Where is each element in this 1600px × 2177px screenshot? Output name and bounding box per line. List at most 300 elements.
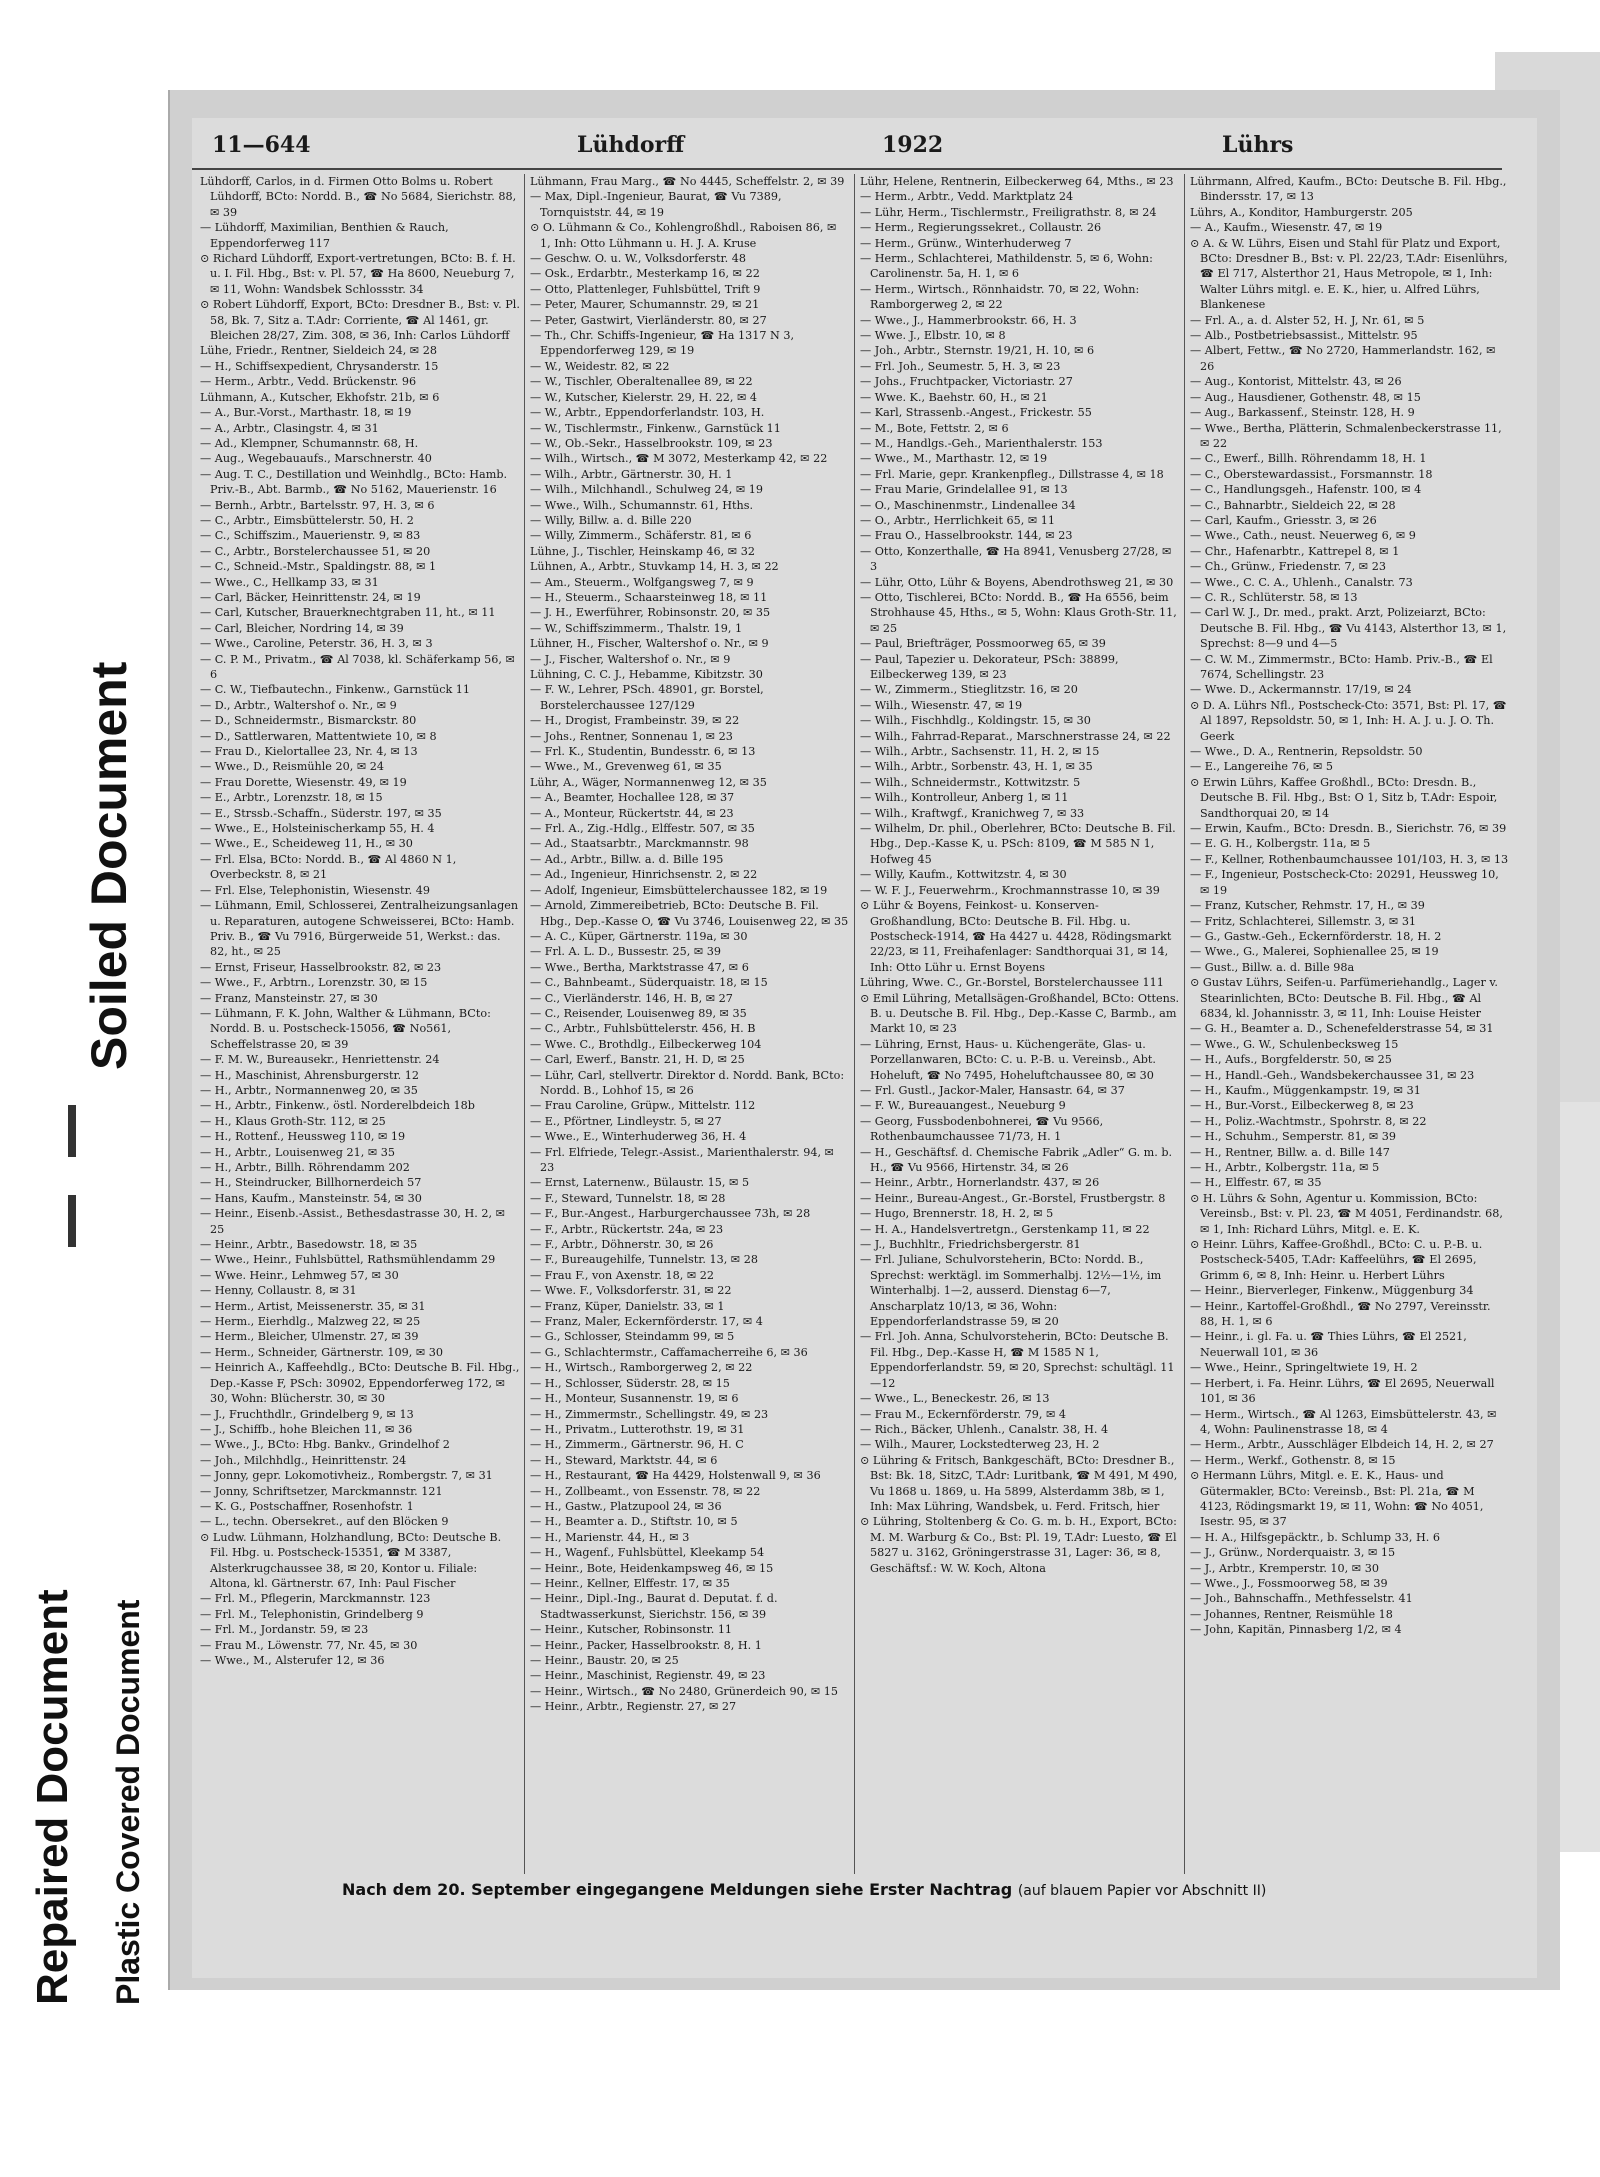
- directory-entry: — Joh., Milchhdlg., Heinrittenstr. 24: [200, 1453, 407, 1467]
- directory-entry: — Heinr., Eisenb.-Assist., Bethesdastrasse 30, H. 2, ✉ 25: [200, 1207, 506, 1236]
- directory-entry: — H., Zollbeamt., von Essenstr. 78, ✉ 22: [530, 1484, 761, 1498]
- directory-entry: — D., Arbtr., Waltershof o. Nr., ✉ 9: [200, 698, 397, 712]
- directory-entry: — Willy, Billw. a. d. Bille 220: [530, 513, 692, 527]
- directory-entry: — Geschw. O. u. W., Volksdorferstr. 48: [530, 252, 746, 266]
- directory-entry: — Wwe., M., Alsterufer 12, ✉ 36: [200, 1654, 385, 1667]
- directory-entry: ⊙ Emil Lühring, Metallsägen-Großhandel, BCto: Ottens. B. u. Deutsche B. Fil. Hbg., Dep.-Kasse C, Barmb., am Markt 10, ✉ 23: [860, 991, 1180, 1036]
- directory-entry: ⊙ D. A. Lührs Nfl., Postscheck-Cto: 3571, Bst: Pl. 17, ☎ Al 1897, Repsoldstr. 50, ✉ 1, Inh: H. A. J. u. J. O. Th. Geerk: [1190, 698, 1507, 743]
- directory-entry: — Peter, Maurer, Schumannstr. 29, ✉ 21: [530, 298, 760, 312]
- directory-entry: — Wilh., Wiesenstr. 47, ✉ 19: [860, 698, 1023, 712]
- directory-entry: — Wwe., J., Hammerbrookstr. 66, H. 3: [860, 313, 1077, 327]
- directory-entry: — Wwe., Heinr., Springeltwiete 19, H. 2: [1190, 1361, 1418, 1375]
- header-first-name: Lühdorff: [577, 132, 685, 158]
- directory-entry: Lühe, Friedr., Rentner, Sieldeich 24, ✉ 28: [200, 344, 437, 358]
- directory-entry: — Frl. A., a. d. Alster 52, H. J, Nr. 61, ✉ 5: [1190, 313, 1425, 327]
- directory-entry: — Wwe., C., Hellkamp 33, ✉ 31: [200, 575, 379, 589]
- directory-entry: — J., Schiffb., hohe Bleichen 11, ✉ 36: [200, 1422, 413, 1436]
- directory-entry: — M., Bote, Fettstr. 2, ✉ 6: [860, 421, 1009, 435]
- column-divider: [1184, 174, 1185, 1874]
- directory-entry: — C., Arbtr., Fuhlsbüttelerstr. 456, H. B: [530, 1022, 756, 1036]
- directory-entry: — Lühr, Carl, stellvertr. Direktor d. Nordd. Bank, BCto: Nordd. B., Lohhof 15, ✉ 26: [530, 1068, 845, 1097]
- directory-entry: — H., Steuerm., Schaarsteinweg 18, ✉ 11: [530, 590, 768, 604]
- directory-entry: — Wilh., Arbtr., Gärtnerstr. 30, H. 1: [530, 467, 733, 481]
- directory-entry: — Max, Dipl.-Ingenieur, Baurat, ☎ Vu 7389, Tornquiststr. 44, ✉ 19: [530, 190, 782, 219]
- directory-entry: — Franz, Maler, Eckernförderstr. 17, ✉ 4: [530, 1315, 763, 1329]
- directory-entry: — Lühdorff, Maximilian, Benthien & Rauch, Eppendorferweg 117: [200, 221, 449, 250]
- directory-entry: — Frau F., von Axenstr. 18, ✉ 22: [530, 1268, 714, 1282]
- directory-entry: — C., Arbtr., Eimsbüttelerstr. 50, H. 2: [200, 513, 414, 527]
- directory-entry: — Frl. Joh., Seumestr. 5, H. 3, ✉ 23: [860, 359, 1061, 373]
- directory-entry: — Wwe., Cath., neust. Neuerweg 6, ✉ 9: [1190, 529, 1416, 543]
- directory-entry: — Georg, Fussbodenbohnerei, ☎ Vu 9566, Rothenbaumchaussee 71/73, H. 1: [860, 1114, 1104, 1144]
- directory-entry: — H. A., Handelsvertretgn., Gerstenkamp 11, ✉ 22: [860, 1222, 1150, 1236]
- directory-entry: — Frl. A., Zig.-Hdlg., Elffestr. 507, ✉ 35: [530, 822, 755, 836]
- directory-entry: — Osk., Erdarbtr., Mesterkamp 16, ✉ 22: [530, 267, 760, 281]
- directory-entry: — J. H., Ewerführer, Robinsonstr. 20, ✉ 35: [530, 606, 771, 620]
- directory-entry: — Heinr., Wirtsch., ☎ No 2480, Grünerdeich 90, ✉ 15: [530, 1684, 839, 1698]
- directory-entry: Lühner, H., Fischer, Waltershof o. Nr., ✉ 9: [530, 637, 769, 651]
- directory-entry: ⊙ Lühring, Stoltenberg & Co. G. m. b. H., Export, BCto: M. M. Warburg & Co., Bst: Pl. 19, T.Adr: Luesto, ☎ El 5827 u. 3162, Gröningerstrasse 31, Lager: 36, ✉ 8, Geschäftsf.: W. W. Koch, Altona: [860, 1515, 1177, 1575]
- directory-entry: Lührs, A., Konditor, Hamburgerstr. 205: [1190, 205, 1413, 219]
- directory-entry: — Ad., Klempner, Schumannstr. 68, H.: [200, 436, 419, 450]
- column-4: [1190, 174, 1510, 1874]
- directory-entry: — H., Arbtr., Kolbergstr. 11a, ✉ 5: [1190, 1161, 1380, 1174]
- directory-entry: — Heinr., Maschinist, Regienstr. 49, ✉ 23: [530, 1669, 766, 1683]
- directory-entry: — Franz, Kutscher, Rehmstr. 17, H., ✉ 39: [1190, 899, 1425, 913]
- directory-entry: — Ad., Staatsarbtr., Marckmannstr. 98: [530, 837, 749, 851]
- directory-entry: — Wilh., Maurer, Lockstedterweg 23, H. 2: [860, 1438, 1100, 1452]
- directory-entry: — H., Schlosser, Süderstr. 28, ✉ 15: [530, 1376, 730, 1390]
- directory-entry: — A., Bur.-Vorst., Marthastr. 18, ✉ 19: [200, 406, 412, 420]
- header-year: 1922: [882, 132, 944, 158]
- column-2: [530, 174, 850, 1874]
- directory-entry: — F., Arbtr., Rückertstr. 24a, ✉ 23: [530, 1222, 724, 1236]
- directory-entry: Lühmann, A., Kutscher, Ekhofstr. 21b, ✉ 6: [200, 390, 440, 404]
- directory-entry: — Lühring, Ernst, Haus- u. Küchengeräte, Glas- u. Porzellanwaren, BCto: C. u. P.-B. u. Vereinsb., Abt. Hoheluft, ☎ No 7495, Hoheluftchaussee 80, ✉ 30: [860, 1037, 1156, 1082]
- directory-entry: — Wwe., M., Grevenweg 61, ✉ 35: [530, 760, 722, 774]
- directory-entry: — C., Reisender, Louisenweg 89, ✉ 35: [530, 1006, 747, 1020]
- footer-aside: (auf blauem Papier vor Abschnitt II): [1017, 1883, 1267, 1899]
- directory-entry: — Carl, Ewerf., Banstr. 21, H. D, ✉ 25: [530, 1053, 745, 1067]
- directory-entry: — Franz, Küper, Danielstr. 33, ✉ 1: [530, 1299, 725, 1313]
- directory-entry: — Aug., Hausdiener, Gothenstr. 48, ✉ 15: [1190, 390, 1421, 404]
- directory-entry: — W., Zimmerm., Stieglitzstr. 16, ✉ 20: [860, 683, 1078, 697]
- directory-entry: — Rich., Bäcker, Uhlenh., Canalstr. 38, H. 4: [860, 1422, 1109, 1436]
- directory-entry: — Heinr., Arbtr., Regienstr. 27, ✉ 27: [530, 1700, 737, 1714]
- directory-entry: — H., Steward, Marktstr. 44, ✉ 6: [530, 1453, 718, 1467]
- directory-entry: — H., Steindrucker, Billhornerdeich 57: [200, 1176, 422, 1190]
- directory-entry: ⊙ Robert Lühdorff, Export, BCto: Dresdner B., Bst: v. Pl. 58, Bk. 7, Sitz a. T.Adr: Corriente, ☎ Al 1461, gr. Bleichen 28/27, Zim. 308, ✉ 36, Inh: Carlos Lühdorff: [200, 298, 520, 343]
- directory-entry: Lühning, C. C. J., Hebamme, Kibitzstr. 30: [530, 668, 763, 681]
- directory-entry: — H., Gastw., Platzupool 24, ✉ 36: [530, 1499, 722, 1513]
- directory-entry: ⊙ Heinr. Lührs, Kaffee-Großhdl., BCto: C. u. P.-B. u. Postscheck-5405, T.Adr: Kaffeelührs, ☎ El 2695, Grimm 6, ✉ 8, Inh: Heinr. u. Herbert Lührs: [1190, 1238, 1483, 1282]
- directory-entry: — H., Arbtr., Normannenweg 20, ✉ 35: [200, 1083, 418, 1097]
- directory-entry: — W., Kutscher, Kielerstr. 29, H. 22, ✉ 4: [530, 390, 758, 404]
- page-number: 11—644: [212, 132, 311, 158]
- directory-entry: Lührmann, Alfred, Kaufm., BCto: Deutsche B. Fil. Hbg., Bindersstr. 17, ✉ 13: [1190, 175, 1507, 204]
- directory-entry: — H., Elffestr. 67, ✉ 35: [1190, 1176, 1322, 1190]
- directory-entry: — C. W. M., Zimmermstr., BCto: Hamb. Priv.-B., ☎ El 7674, Schellingstr. 23: [1190, 652, 1493, 681]
- directory-entry: Lühr, A., Wäger, Normannenweg 12, ✉ 35: [530, 775, 767, 789]
- directory-entry: — G., Schlosser, Steindamm 99, ✉ 5: [530, 1330, 735, 1344]
- directory-entry: — Peter, Gastwirt, Vierländerstr. 80, ✉ 27: [530, 313, 767, 327]
- directory-entry: — H., Rottenf., Heussweg 110, ✉ 19: [200, 1130, 406, 1144]
- directory-entry: — Wilh., Milchhandl., Schulweg 24, ✉ 19: [530, 483, 763, 497]
- directory-entry: — Wwe., E., Winterhuderweg 36, H. 4: [530, 1130, 747, 1144]
- directory-entry: — W., Arbtr., Eppendorferlandstr. 103, H.: [530, 406, 765, 420]
- directory-entry: — J., Fruchthdlr., Grindelberg 9, ✉ 13: [200, 1407, 414, 1421]
- directory-entry: — Johannes, Rentner, Reismühle 18: [1190, 1607, 1393, 1621]
- directory-entry: — H., Rentner, Billw. a. d. Bille 147: [1190, 1145, 1390, 1159]
- column-divider: [524, 174, 525, 1874]
- directory-entry: — C., Bahnarbtr., Sieldeich 22, ✉ 28: [1190, 498, 1396, 512]
- directory-entry: — Frl. Gustl., Jackor-Maler, Hansastr. 64, ✉ 37: [860, 1083, 1125, 1097]
- directory-entry: — Herm., Wirtsch., Rönnhaidstr. 70, ✉ 22, Wohn: Ramborgerweg 2, ✉ 22: [860, 282, 1140, 312]
- directory-entry: — C., Schiffszim., Mauerienstr. 9, ✉ 83: [200, 529, 421, 543]
- directory-entry: — Th., Chr. Schiffs-Ingenieur, ☎ Ha 1317 N 3, Eppendorferweg 129, ✉ 19: [530, 329, 795, 358]
- directory-entry: — Wilh., Kontrolleur, Anberg 1, ✉ 11: [860, 791, 1069, 805]
- directory-entry: — Wwe., F., Arbtrn., Lorenzstr. 30, ✉ 15: [200, 976, 428, 990]
- directory-entry: — H., Maschinist, Ahrensburgerstr. 12: [200, 1068, 419, 1082]
- header-last-name: Lührs: [1222, 132, 1294, 158]
- directory-entry: — Herm., Grünw., Winterhuderweg 7: [860, 236, 1072, 250]
- directory-entry: — Heinr., Kellner, Elffestr. 17, ✉ 35: [530, 1576, 730, 1590]
- directory-entry: — C., Oberstewardassist., Forsmannstr. 18: [1190, 467, 1433, 481]
- directory-entry: — H., Zimmermstr., Schellingstr. 49, ✉ 23: [530, 1407, 769, 1421]
- directory-entry: Lühring, Wwe. C., Gr.-Borstel, Borstelerchaussee 111: [860, 976, 1164, 990]
- directory-entry: — Heinr., Bote, Heidenkampsweg 46, ✉ 15: [530, 1561, 774, 1575]
- directory-entry: — Wilh., Fischhdlg., Koldingstr. 15, ✉ 30: [860, 714, 1091, 728]
- directory-entry: — Ad., Ingenieur, Hinrichsenstr. 2, ✉ 22: [530, 868, 758, 882]
- directory-entry: — Carl, Bleicher, Nordring 14, ✉ 39: [200, 621, 404, 635]
- directory-entry: — Wwe., D. A., Rentnerin, Repsoldstr. 50: [1190, 745, 1423, 759]
- directory-entry: — Frl. M., Jordanstr. 59, ✉ 23: [200, 1623, 369, 1637]
- directory-entry: — Frl. Elfriede, Telegr.-Assist., Marienthalerstr. 94, ✉ 23: [530, 1145, 834, 1174]
- directory-entry: — Frl. Else, Telephonistin, Wiesenstr. 49: [200, 883, 430, 897]
- directory-entry: — H., Poliz.-Wachtmstr., Spohrstr. 8, ✉ 22: [1190, 1114, 1427, 1128]
- directory-entry: — Chr., Hafenarbtr., Kattrepel 8, ✉ 1: [1190, 544, 1400, 558]
- directory-entry: — Aug., Kontorist, Mittelstr. 43, ✉ 26: [1190, 375, 1402, 389]
- directory-entry: — Wwe., G., Malerei, Sophienallee 25, ✉ 19: [1190, 945, 1439, 959]
- directory-entry: — F., Bur.-Angest., Harburgerchaussee 73h, ✉ 28: [530, 1207, 811, 1221]
- directory-entry: — Gust., Billw. a. d. Bille 98a: [1190, 960, 1355, 974]
- directory-entry: — Wwe., Bertha, Plätterin, Schmalenbeckerstrasse 11, ✉ 22: [1190, 421, 1502, 450]
- directory-entry: — E. G. H., Kolbergstr. 11a, ✉ 5: [1190, 837, 1371, 851]
- directory-entry: — Herm., Eierhdlg., Malzweg 22, ✉ 25: [200, 1315, 421, 1329]
- directory-entry: — F. W., Lehrer, PSch. 48901, gr. Borstel, Borstelerchaussee 127/129: [530, 683, 764, 712]
- directory-entry: — O., Arbtr., Herrlichkeit 65, ✉ 11: [860, 513, 1056, 527]
- directory-entry: — Wwe. D., Ackermannstr. 17/19, ✉ 24: [1190, 683, 1412, 697]
- directory-entry: ⊙ Lühr & Boyens, Feinkost- u. Konserven-Großhandlung, BCto: Deutsche B. Fil. Hbg. u. Postscheck-1914, ☎ Ha 4427 u. 4428, Rödingsmarkt 22/23, ✉ 11, Freihafenlager: Sandthorquai 31, ✉ 14, Inh: Otto Lühr u. Ernst Boyens: [860, 899, 1172, 974]
- directory-entry: — Jonny, gepr. Lokomotivheiz., Rombergstr. 7, ✉ 31: [200, 1469, 493, 1483]
- directory-entry: — C., Vierländerstr. 146, H. B, ✉ 27: [530, 991, 733, 1005]
- directory-entry: — Herm., Arbtr., Vedd. Marktplatz 24: [860, 190, 1074, 204]
- directory-entry: — Frl. A. L. D., Bussestr. 25, ✉ 39: [530, 945, 722, 959]
- soiled-document-label: Soiled Document: [81, 661, 137, 1070]
- directory-entry: — Herm., Artist, Meissenerstr. 35, ✉ 31: [200, 1299, 426, 1313]
- directory-entry: — Willy, Kaufm., Kottwitzstr. 4, ✉ 30: [860, 868, 1067, 882]
- plastic-covered-label: Plastic Covered Document: [110, 1599, 146, 2005]
- directory-entry: — F. W., Bureauangest., Neueburg 9: [860, 1099, 1066, 1113]
- directory-entry: — Heinr., Arbtr., Basedowstr. 18, ✉ 35: [200, 1238, 418, 1252]
- directory-entry: — Heinr., Dipl.-Ing., Baurat d. Deputat. f. d. Stadtwasserkunst, Sierichstr. 156, ✉ 39: [530, 1592, 778, 1621]
- directory-entry: — Willy, Zimmerm., Schäferstr. 81, ✉ 6: [530, 529, 752, 543]
- directory-entry: — H., Monteur, Susannenstr. 19, ✉ 6: [530, 1392, 739, 1406]
- directory-entry: — Heinr., i. gl. Fa. u. ☎ Thies Lührs, ☎ El 2521, Neuerwall 101, ✉ 36: [1190, 1330, 1467, 1359]
- directory-entry: — Herbert, i. Fa. Heinr. Lührs, ☎ El 2695, Neuerwall 101, ✉ 36: [1190, 1376, 1495, 1406]
- directory-entry: — F., Bureaugehilfe, Tunnelstr. 13, ✉ 28: [530, 1253, 758, 1267]
- directory-entry: — Otto, Plattenleger, Fuhlsbüttel, Trift 9: [530, 282, 761, 296]
- page-header: [192, 118, 1537, 168]
- directory-entry: — Wilh., Wirtsch., ☎ M 3072, Mesterkamp 42, ✉ 22: [530, 452, 828, 466]
- directory-entry: — Ernst, Laternenw., Bülaustr. 15, ✉ 5: [530, 1176, 750, 1190]
- directory-entry: — W. F. J., Feuerwehrm., Krochmannstrasse 10, ✉ 39: [860, 883, 1160, 897]
- directory-entry: — Heinrich A., Kaffeehdlg., BCto: Deutsche B. Fil. Hbg., Dep.-Kasse F, PSch: 30902, Eppendorferweg 172, ✉ 30, Wohn: Blücherstr. 30, ✉ 30: [200, 1361, 520, 1406]
- margin-marker: [68, 1195, 76, 1247]
- directory-entry: — H., Marienstr. 44, H., ✉ 3: [530, 1530, 690, 1544]
- directory-entry: — C., Schneid.-Mstr., Spaldingstr. 88, ✉ 1: [200, 560, 437, 574]
- directory-entry: — H., Bur.-Vorst., Eilbeckerweg 8, ✉ 23: [1190, 1099, 1414, 1113]
- directory-entry: — Wilh., Arbtr., Sorbenstr. 43, H. 1, ✉ 35: [860, 760, 1093, 774]
- column-divider: [854, 174, 855, 1874]
- directory-columns: [192, 174, 1509, 1874]
- directory-entry: — G., Gastw.-Geh., Eckernförderstr. 18, H. 2: [1190, 929, 1442, 943]
- directory-entry: — H., Klaus Groth-Str. 112, ✉ 25: [200, 1114, 386, 1128]
- directory-entry: — Johs., Rentner, Sonnenau 1, ✉ 23: [530, 729, 733, 743]
- footer-main: Nach dem 20. September eingegangene Meldungen siehe Erster Nachtrag: [342, 1880, 1013, 1899]
- column-3: [860, 174, 1180, 1874]
- directory-entry: — Wwe., Wilh., Schumannstr. 61, Hths.: [530, 498, 754, 512]
- directory-page: [192, 118, 1537, 1978]
- directory-entry: — Frl. K., Studentin, Bundesstr. 6, ✉ 13: [530, 745, 756, 759]
- directory-entry: ⊙ Ludw. Lühmann, Holzhandlung, BCto: Deutsche B. Fil. Hbg. u. Postscheck-15351, ☎ M 3387, Alsterkrugchaussee 38, ✉ 20, Kontor u. Filiale: Altona, kl. Gärtnerstr. 67, Inh: Paul Fischer: [200, 1530, 502, 1590]
- directory-entry: — Paul, Briefträger, Possmoorweg 65, ✉ 39: [860, 637, 1106, 651]
- directory-entry: — Frl. Elsa, BCto: Nordd. B., ☎ Al 4860 N 1, Overbeckstr. 8, ✉ 21: [200, 852, 457, 882]
- directory-entry: — H., Arbtr., Finkenw., östl. Norderelbdeich 18b: [200, 1099, 475, 1113]
- directory-entry: — C., Arbtr., Borstelerchaussee 51, ✉ 20: [200, 544, 431, 558]
- directory-entry: — H., Drogist, Frambeinstr. 39, ✉ 22: [530, 714, 740, 728]
- directory-entry: — F., Steward, Tunnelstr. 18, ✉ 28: [530, 1191, 726, 1205]
- directory-entry: — Franz, Mansteinstr. 27, ✉ 30: [200, 991, 378, 1005]
- directory-entry: — Frl. M., Telephonistin, Grindelberg 9: [200, 1607, 424, 1621]
- directory-entry: — Wwe., D., Reismühle 20, ✉ 24: [200, 760, 384, 774]
- directory-entry: — Paul, Tapezier u. Dekorateur, PSch: 38899, Eilbeckerweg 139, ✉ 23: [860, 652, 1119, 681]
- directory-entry: — Aug. T. C., Destillation und Weinhdlg., BCto: Hamb. Priv.-B., Abt. Barmb., ☎ No 5162, Mauerienstr. 16: [200, 467, 508, 497]
- directory-entry: — Wwe. J., Elbstr. 10, ✉ 8: [860, 329, 1006, 343]
- directory-entry: — Wwe., C. C. A., Uhlenh., Canalstr. 73: [1190, 575, 1413, 589]
- directory-entry: — Frau O., Hasselbrookstr. 144, ✉ 23: [860, 529, 1073, 543]
- directory-entry: — H., Arbtr., Billh. Röhrendamm 202: [200, 1161, 410, 1174]
- directory-entry: — E., Arbtr., Lorenzstr. 18, ✉ 15: [200, 791, 383, 805]
- directory-entry: — Otto, Konzerthalle, ☎ Ha 8941, Venusberg 27/28, ✉ 3: [860, 544, 1172, 574]
- directory-entry: Lühr, Helene, Rentnerin, Eilbeckerweg 64, Mths., ✉ 23: [860, 175, 1174, 188]
- directory-entry: — Frl. Joh. Anna, Schulvorsteherin, BCto: Deutsche B. Fil. Hbg., Dep.-Kasse H, ☎ M 1585 N 1, Eppendorferlandstr. 59, ✉ 20, Sprechst: schultägl. 11—12: [860, 1330, 1175, 1390]
- directory-entry: — Frl. M., Pflegerin, Marckmannstr. 123: [200, 1592, 431, 1606]
- directory-entry: — H., Schiffsexpedient, Chrysanderstr. 15: [200, 359, 439, 373]
- directory-entry: — D., Schneidermstr., Bismarckstr. 80: [200, 714, 417, 728]
- directory-entry: — H., Kaufm., Müggenkampstr. 19, ✉ 31: [1190, 1083, 1421, 1097]
- column-1: [200, 174, 520, 1874]
- directory-entry: — Carl W. J., Dr. med., prakt. Arzt, Polizeiarzt, BCto: Deutsche B. Fil. Hbg., ☎ Vu 4143, Alsterthor 13, ✉ 1, Sprechst: 8—9 und 4—5: [1190, 606, 1507, 651]
- directory-entry: — Wwe., G. W., Schulenbecksweg 15: [1190, 1037, 1399, 1051]
- directory-entry: — O., Maschinenmstr., Lindenallee 34: [860, 498, 1076, 512]
- directory-entry: — Wwe. F., Volksdorferstr. 31, ✉ 22: [530, 1284, 732, 1298]
- directory-entry: — Wwe., Bertha, Marktstrasse 47, ✉ 6: [530, 960, 749, 974]
- directory-entry: — Heinr., Arbtr., Hornerlandstr. 437, ✉ 26: [860, 1176, 1100, 1190]
- directory-entry: — Ad., Arbtr., Billw. a. d. Bille 195: [530, 852, 724, 866]
- directory-entry: — Carl, Kaufm., Griesstr. 3, ✉ 26: [1190, 513, 1377, 527]
- directory-entry: — Wwe., E., Holsteinischerkamp 55, H. 4: [200, 822, 435, 836]
- directory-entry: ⊙ Erwin Lührs, Kaffee Großhdl., BCto: Dresdn. B., Deutsche B. Fil. Hbg., Bst: O 1, Sitz b, T.Adr: Espoir, Sandthorquai 20, ✉ 14: [1190, 775, 1498, 820]
- directory-entry: — Jonny, Schriftsetzer, Marckmannstr. 121: [200, 1484, 443, 1498]
- directory-entry: ⊙ A. & W. Lührs, Eisen und Stahl für Platz und Export, BCto: Dresdner B., Bst: v. Pl. 22/23, T.Adr: Eisenlührs, ☎ El 717, Alsterthor 21, Haus Metropole, ✉ 1, Inh: Walter Lührs mitgl. e. E. K., hier, u. Alfred Lührs, Blankenese: [1190, 236, 1508, 312]
- directory-entry: — Wwe. C., Brothdlg., Eilbeckerweg 104: [530, 1037, 762, 1051]
- directory-entry: — H. A., Hilfsgepäcktr., b. Schlump 33, H. 6: [1190, 1530, 1440, 1544]
- directory-entry: — Lühmann, Emil, Schlosserei, Zentralheizungsanlagen u. Reparaturen, autogene Schweisserei, BCto: Hamb. Priv. B., ☎ Vu 7916, Bürgerweide 51, Werkst.: das. 82, ht., ✉ 25: [200, 899, 519, 959]
- directory-entry: — H., Zimmerm., Gärtnerstr. 96, H. C: [530, 1438, 744, 1452]
- directory-entry: — Lühmann, F. K. John, Walther & Lühmann, BCto: Nordd. B. u. Postscheck-15056, ☎ No561, Scheffelstrasse 20, ✉ 39: [200, 1006, 491, 1051]
- directory-entry: — Heinr., Bierverleger, Finkenw., Müggenburg 34: [1190, 1284, 1474, 1298]
- directory-entry: — Wwe., Heinr., Fuhlsbüttel, Rathsmühlendamm 29: [200, 1253, 496, 1267]
- directory-entry: — Wilhelm, Dr. phil., Oberlehrer, BCto: Deutsche B. Fil. Hbg., Dep.-Kasse K, u. PSch: 8109, ☎ M 585 N 1, Hofweg 45: [860, 822, 1176, 866]
- directory-entry: ⊙ Richard Lühdorff, Export-vertretungen, BCto: B. f. H. u. I. Fil. Hbg., Bst: v. Pl. 57, ☎ Ha 8600, Neueburg 7, ✉ 11, Wohn: Wandsbek Schlossstr. 34: [200, 252, 516, 296]
- directory-entry: — Wilh., Schneidermstr., Kottwitzstr. 5: [860, 775, 1081, 789]
- directory-entry: — Heinr., Bureau-Angest., Gr.-Borstel, Frustbergstr. 8: [860, 1191, 1166, 1205]
- directory-entry: — F. M. W., Bureausekr., Henriettenstr. 24: [200, 1053, 440, 1067]
- directory-entry: — A., Monteur, Rückertstr. 44, ✉ 23: [530, 806, 734, 820]
- directory-entry: — H., Handl.-Geh., Wandsbekerchaussee 31, ✉ 23: [1190, 1068, 1475, 1082]
- directory-entry: ⊙ Gustav Lührs, Seifen-u. Parfümeriehandlg., Lager v. Stearinlichten, BCto: Deutsche B. Fil. Hbg., ☎ Al 6834, kl. Johannisstr. 3, ✉ 11, Inh: Louise Heister: [1190, 976, 1498, 1020]
- directory-entry: — C. W., Tiefbautechn., Finkenw., Garnstück 11: [200, 683, 471, 697]
- directory-entry: — Wwe., Caroline, Peterstr. 36, H. 3, ✉ 3: [200, 637, 433, 651]
- directory-entry: — J., Buchhltr., Friedrichsbergerstr. 81: [860, 1238, 1081, 1252]
- directory-entry: — Carl, Bäcker, Heinrittenstr. 24, ✉ 19: [200, 590, 421, 604]
- directory-entry: — Frau M., Eckernförderstr. 79, ✉ 4: [860, 1407, 1067, 1421]
- directory-entry: — Frau Marie, Grindelallee 91, ✉ 13: [860, 483, 1068, 497]
- directory-entry: — Wwe., E., Scheideweg 11, H., ✉ 30: [200, 837, 413, 851]
- directory-entry: — Fritz, Schlachterei, Sillemstr. 3, ✉ 31: [1190, 914, 1417, 928]
- header-rule: [192, 168, 1502, 170]
- directory-entry: Lühmann, Frau Marg., ☎ No 4445, Scheffelstr. 2, ✉ 39: [530, 175, 845, 188]
- directory-entry: — Wwe. K., Baehstr. 60, H., ✉ 21: [860, 390, 1048, 404]
- directory-entry: — Wilh., Kraftwgf., Kranichweg 7, ✉ 33: [860, 806, 1085, 820]
- directory-entry: — C., Handlungsgeh., Hafenstr. 100, ✉ 4: [1190, 483, 1422, 497]
- directory-entry: — Aug., Barkassenf., Steinstr. 128, H. 9: [1190, 406, 1415, 420]
- directory-entry: — Wwe. Heinr., Lehmweg 57, ✉ 30: [200, 1268, 399, 1282]
- directory-entry: — G. H., Beamter a. D., Schenefelderstrasse 54, ✉ 31: [1190, 1022, 1494, 1036]
- directory-entry: — F., Kellner, Rothenbaumchaussee 101/103, H. 3, ✉ 13: [1190, 852, 1509, 866]
- directory-entry: — H., Schuhm., Semperstr. 81, ✉ 39: [1190, 1130, 1396, 1144]
- directory-entry: Lühdorff, Carlos, in d. Firmen Otto Bolms u. Robert Lühdorff, BCto: Nordd. B., ☎ No 5684, Sierichstr. 88, ✉ 39: [200, 175, 517, 219]
- directory-entry: — E., Strssb.-Schaffn., Süderstr. 197, ✉ 35: [200, 806, 442, 820]
- directory-entry: — J., Fischer, Waltershof o. Nr., ✉ 9: [530, 652, 731, 666]
- directory-entry: — Lühr, Otto, Lühr & Boyens, Abendrothsweg 21, ✉ 30: [860, 575, 1174, 589]
- directory-entry: — Adolf, Ingenieur, Eimsbüttelerchaussee 182, ✉ 19: [530, 883, 828, 897]
- directory-entry: — Ch., Grünw., Friedenstr. 7, ✉ 23: [1190, 560, 1386, 574]
- directory-entry: — W., Tischler, Oberaltenallee 89, ✉ 22: [530, 375, 753, 389]
- directory-entry: — Erwin, Kaufm., BCto: Dresdn. B., Sierichstr. 76, ✉ 39: [1190, 822, 1507, 836]
- directory-entry: — Frl. Marie, gepr. Krankenpfleg., Dillstrasse 4, ✉ 18: [860, 467, 1164, 481]
- directory-entry: — Frau D., Kielortallee 23, Nr. 4, ✉ 13: [200, 745, 418, 759]
- directory-entry: — H., Wirtsch., Ramborgerweg 2, ✉ 22: [530, 1361, 753, 1375]
- margin-marker: [68, 1105, 76, 1157]
- directory-entry: — M., Handlgs.-Geh., Marienthalerstr. 153: [860, 436, 1103, 450]
- directory-entry: — C., Bahnbeamt., Süderquaistr. 18, ✉ 15: [530, 976, 768, 990]
- directory-entry: — Frl. Juliane, Schulvorsteherin, BCto: Nordd. B., Sprechst: werktägl. im Sommerhalbj. 12½—1½, im Winterhalbj. 1—2, ausserd. Dienstag 6—7, Anscharplatz 10/13, ✉ 36, Wohn: Eppendorferlandstrasse 59, ✉ 20: [860, 1253, 1162, 1329]
- directory-entry: — W., Schiffszimmerm., Thalstr. 19, 1: [530, 621, 743, 635]
- directory-entry: — Frau Caroline, Grüpw., Mittelstr. 112: [530, 1099, 756, 1113]
- directory-entry: — Wilh., Fahrrad-Reparat., Marschnerstrasse 24, ✉ 22: [860, 729, 1171, 743]
- directory-entry: — J., Arbtr., Kremperstr. 10, ✉ 30: [1190, 1561, 1379, 1575]
- directory-entry: — A., Arbtr., Clasingstr. 4, ✉ 31: [200, 421, 379, 435]
- directory-entry: — Wwe., L., Beneckestr. 26, ✉ 13: [860, 1392, 1050, 1406]
- directory-entry: — Wwe., J., BCto: Hbg. Bankv., Grindelhof 2: [200, 1438, 450, 1452]
- directory-entry: — H., Restaurant, ☎ Ha 4429, Holstenwall 9, ✉ 36: [530, 1469, 821, 1483]
- directory-entry: — W., Weidestr. 82, ✉ 22: [530, 359, 670, 373]
- directory-entry: — H., Geschäftsf. d. Chemische Fabrik „Adler“ G. m. b. H., ☎ Vu 9566, Hirtenstr. 34, ✉ 26: [860, 1145, 1173, 1174]
- directory-entry: — C., Ewerf., Billh. Röhrendamm 18, H. 1: [1190, 452, 1427, 466]
- directory-entry: — Heinr., Packer, Hasselbrookstr. 8, H. 1: [530, 1638, 762, 1652]
- directory-entry: — Lühr, Herm., Tischlermstr., Freiligrathstr. 8, ✉ 24: [860, 205, 1157, 219]
- directory-entry: — Arnold, Zimmereibetrieb, BCto: Deutsche B. Fil. Hbg., Dep.-Kasse O, ☎ Vu 3746, Louisenweg 22, ✉ 35: [530, 899, 849, 928]
- directory-entry: — A. C., Küper, Gärtnerstr. 119a, ✉ 30: [530, 929, 748, 943]
- directory-entry: — H., Arbtr., Louisenweg 21, ✉ 35: [200, 1145, 395, 1159]
- directory-entry: — H., Beamter a. D., Stiftstr. 10, ✉ 5: [530, 1515, 738, 1529]
- directory-entry: — Herm., Werkf., Gothenstr. 8, ✉ 15: [1190, 1453, 1396, 1467]
- directory-entry: — Carl, Kutscher, Brauerknechtgraben 11, ht., ✉ 11: [200, 606, 496, 620]
- directory-entry: — Hans, Kaufm., Mansteinstr. 54, ✉ 30: [200, 1191, 422, 1205]
- directory-entry: — Herm., Regierungssekret., Collaustr. 26: [860, 221, 1102, 235]
- directory-entry: — Wwe., J., Fossmoorweg 58, ✉ 39: [1190, 1576, 1388, 1590]
- directory-entry: — Alb., Postbetriebsassist., Mittelstr. 95: [1190, 329, 1418, 343]
- directory-entry: — J., Grünw., Norderquaistr. 3, ✉ 15: [1190, 1546, 1396, 1560]
- directory-entry: — E., Pförtner, Lindleystr. 5, ✉ 27: [530, 1114, 722, 1128]
- directory-entry: — Albert, Fettw., ☎ No 2720, Hammerlandstr. 162, ✉ 26: [1190, 344, 1496, 373]
- directory-entry: — Ernst, Friseur, Hasselbrookstr. 82, ✉ 23: [200, 960, 442, 974]
- scanned-sheet: [168, 90, 1560, 1990]
- directory-entry: — C. R., Schlüterstr. 58, ✉ 13: [1190, 590, 1358, 604]
- directory-entry: — Otto, Tischlerei, BCto: Nordd. B., ☎ Ha 6556, beim Strohhause 45, Hths., ✉ 5, Wohn: Klaus Groth-Str. 11, ✉ 25: [860, 590, 1177, 635]
- directory-entry: — Bernh., Arbtr., Bartelsstr. 97, H. 3, ✉ 6: [200, 498, 435, 512]
- directory-entry: Lühnen, A., Arbtr., Stuvkamp 14, H. 3, ✉ 22: [530, 560, 779, 574]
- directory-entry: — Herm., Arbtr., Ausschläger Elbdeich 14, H. 2, ✉ 27: [1190, 1438, 1494, 1452]
- directory-entry: — Joh., Arbtr., Sternstr. 19/21, H. 10, ✉ 6: [860, 344, 1095, 358]
- directory-entry: — W., Ob.-Sekr., Hasselbrookstr. 109, ✉ 23: [530, 436, 773, 450]
- directory-entry: — Karl, Strassenb.-Angest., Frickestr. 55: [860, 406, 1092, 420]
- directory-entry: — D., Sattlerwaren, Mattentwiete 10, ✉ 8: [200, 729, 437, 743]
- directory-entry: — Herm., Wirtsch., ☎ Al 1263, Eimsbüttelerstr. 43, ✉ 4, Wohn: Paulinenstrasse 18, ✉ 4: [1190, 1407, 1497, 1436]
- directory-entry: ⊙ H. Lührs & Sohn, Agentur u. Kommission, BCto: Vereinsb., Bst: v. Pl. 23, ☎ M 4051, Ferdinandstr. 68, ✉ 1, Inh: Richard Lührs, Mitgl. e. E. K.: [1190, 1191, 1503, 1236]
- directory-entry: — Wilh., Arbtr., Sachsenstr. 11, H. 2, ✉ 15: [860, 745, 1100, 759]
- directory-entry: — G., Schlachtermstr., Caffamacherreihe 6, ✉ 36: [530, 1345, 808, 1359]
- directory-entry: — Heinr., Kartoffel-Großhdl., ☎ No 2797, Vereinsstr. 88, H. 1, ✉ 6: [1190, 1299, 1491, 1329]
- directory-entry: — Frau M., Löwenstr. 77, Nr. 45, ✉ 30: [200, 1638, 418, 1652]
- directory-entry: — F., Ingenieur, Postscheck-Cto: 20291, Heussweg 10, ✉ 19: [1190, 868, 1499, 897]
- directory-entry: — Herm., Bleicher, Ulmenstr. 27, ✉ 39: [200, 1330, 419, 1344]
- directory-entry: — F., Arbtr., Döhnerstr. 30, ✉ 26: [530, 1238, 714, 1252]
- directory-entry: — Joh., Bahnschaffn., Methfesselstr. 41: [1190, 1592, 1413, 1606]
- repaired-document-label: Repaired Document: [28, 1589, 77, 2005]
- directory-entry: — Heinr., Kutscher, Robinsonstr. 11: [530, 1623, 733, 1637]
- directory-entry: — Herm., Arbtr., Vedd. Brückenstr. 96: [200, 375, 417, 389]
- directory-entry: — K. G., Postschaffner, Rosenhofstr. 1: [200, 1499, 414, 1513]
- directory-entry: — L., techn. Obersekret., auf den Blöcken 9: [200, 1515, 449, 1529]
- directory-entry: — Henny, Collaustr. 8, ✉ 31: [200, 1284, 357, 1298]
- directory-entry: — W., Tischlermstr., Finkenw., Garnstück 11: [530, 421, 781, 435]
- directory-entry: — Hugo, Brennerstr. 18, H. 2, ✉ 5: [860, 1207, 1054, 1221]
- directory-entry: Lühne, J., Tischler, Heinskamp 46, ✉ 32: [530, 544, 755, 558]
- directory-entry: — A., Kaufm., Wiesenstr. 47, ✉ 19: [1190, 221, 1383, 235]
